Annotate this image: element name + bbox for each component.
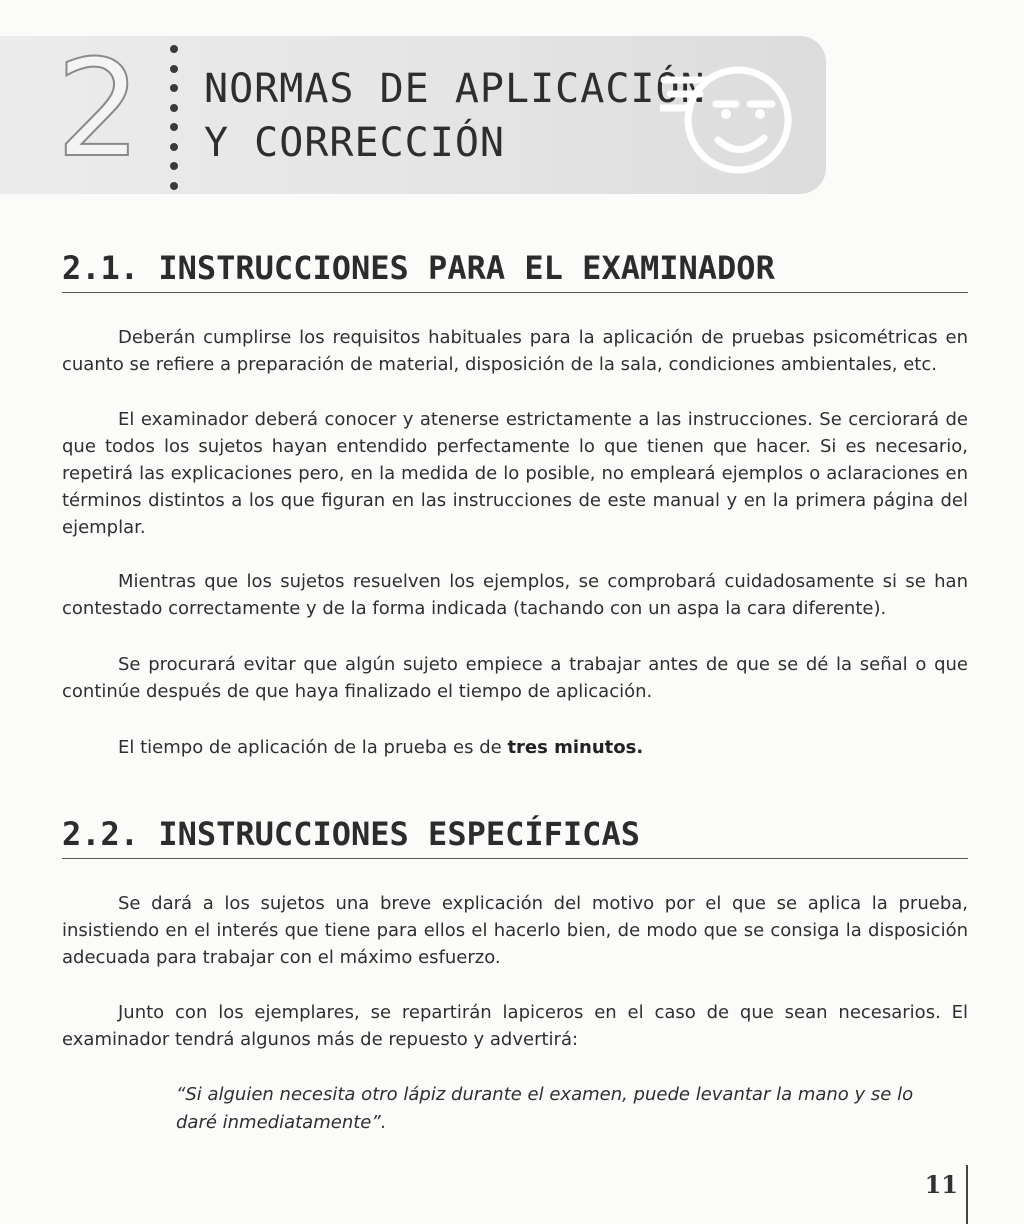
dotted-separator: [168, 45, 180, 190]
paragraph-examiner-duties: El examinador deberá conocer y atenerse estrictamente a las instrucciones. Se cerciorará de que todos los sujetos hayan entendido perfectamente lo que tienen que hacer. Si es necesario, repetirá las explicaciones pero, en la medida de lo posible, no empleará ejemplos o aclaraciones en términos distintos a los que figuran en las instrucciones de este manual y en la primera página del ejemplar.: [62, 409, 968, 538]
chapter-title-line2: Y CORRECCIÓN: [204, 120, 505, 166]
application-time-text: El tiempo de aplicación de la prueba es de: [118, 737, 508, 758]
paragraph-pencils: Junto con los ejemplares, se repartirán lapiceros en el caso de que sean necesarios. El examinador tendrá algunos más de repuesto y advertirá:: [62, 1002, 968, 1050]
section-heading-specific-instructions: 2.2. INSTRUCCIONES ESPECÍFICAS: [62, 814, 968, 859]
page-number: 11: [924, 1170, 958, 1199]
chapter-number: 2: [56, 31, 142, 187]
paragraph-examples-check: Mientras que los sujetos resuelven los ejemplos, se comprobará cuidadosamente si se han contestado correctamente y de la forma indicada (tachando con un aspa la cara diferente).: [62, 571, 968, 619]
paragraph-motivation: Se dará a los sujetos una breve explicación del motivo por el que se aplica la prueba, insistiendo en el interés que tiene para ellos el hacerlo bien, de modo que se consiga la disposición adecuada para trabajar con el máximo esfuerzo.: [62, 893, 968, 968]
chapter-title: [204, 62, 706, 170]
section-heading-examiner-instructions: 2.1. INSTRUCCIONES PARA EL EXAMINADOR: [62, 248, 968, 293]
smiley-face-icon: [660, 58, 800, 180]
page-number-divider: [966, 1165, 968, 1224]
paragraph-application-time: [62, 734, 968, 761]
chapter-title-line1: NORMAS DE APLICACIÓN: [204, 66, 706, 112]
application-time-value: tres minutos.: [507, 737, 644, 758]
paragraph-timing-control: Se procurará evitar que algún sujeto empiece a trabajar antes de que se dé la señal o que continúe después de que haya finalizado el tiempo de aplicación.: [62, 654, 968, 702]
paragraph-requirements: Deberán cumplirse los requisitos habituales para la aplicación de pruebas psicométricas en cuanto se refiere a preparación de material, disposición de la sala, condiciones ambientales, etc.: [62, 327, 968, 375]
examiner-quote: “Si alguien necesita otro lápiz durante el examen, puede levantar la mano y se lo daré inmediatamente”.: [176, 1084, 914, 1133]
